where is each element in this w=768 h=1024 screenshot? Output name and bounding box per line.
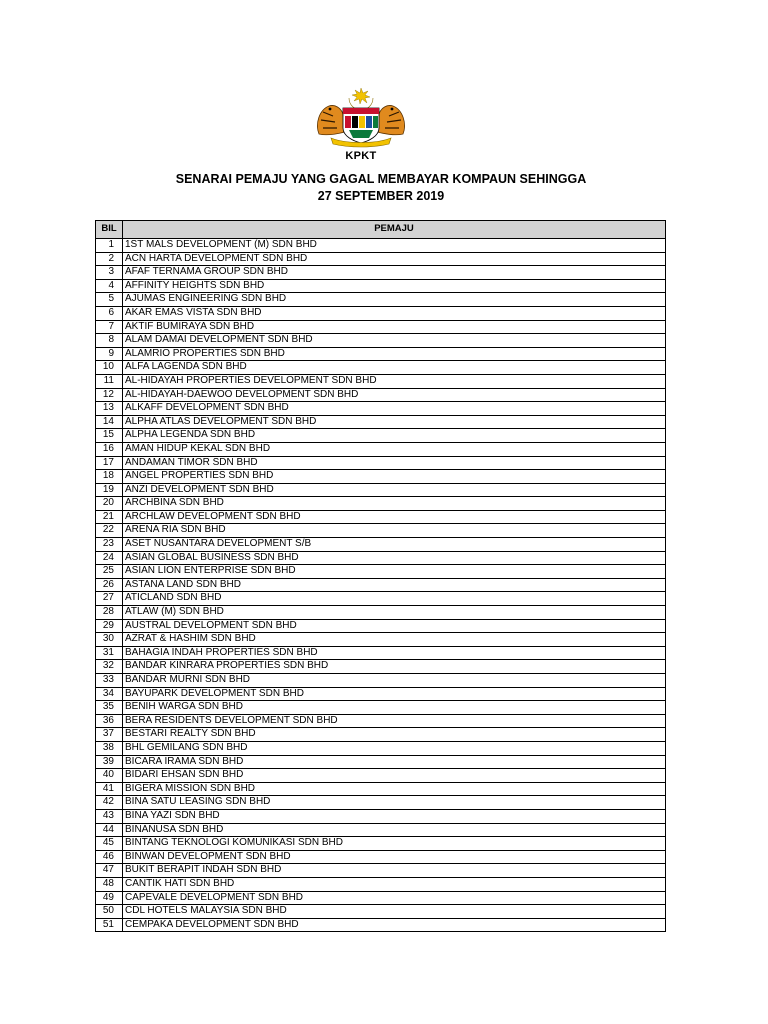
table-row [96,809,666,823]
row-number: 50 [96,905,123,919]
developer-table-container [95,220,666,932]
table-row [96,252,666,266]
row-number: 7 [96,320,123,334]
table-row [96,769,666,783]
row-number: 18 [96,470,123,484]
table-row [96,918,666,932]
table-row [96,864,666,878]
table-row [96,660,666,674]
row-number: 1 [96,239,123,253]
row-number: 4 [96,279,123,293]
table-row [96,877,666,891]
malaysia-coat-of-arms-icon [311,86,411,148]
table-row [96,524,666,538]
developer-name: ATLAW (M) SDN BHD [123,606,666,620]
table-row [96,674,666,688]
table-row [96,402,666,416]
developer-name: BIDARI EHSAN SDN BHD [123,769,666,783]
row-number: 5 [96,293,123,307]
row-number: 9 [96,347,123,361]
row-number: 27 [96,592,123,606]
developer-name: BANDAR MURNI SDN BHD [123,674,666,688]
table-row [96,782,666,796]
table-row [96,606,666,620]
developer-name: AUSTRAL DEVELOPMENT SDN BHD [123,619,666,633]
row-number: 23 [96,538,123,552]
table-row [96,796,666,810]
row-number: 6 [96,306,123,320]
developer-name: ASTANA LAND SDN BHD [123,578,666,592]
row-number: 14 [96,415,123,429]
developer-name: BERA RESIDENTS DEVELOPMENT SDN BHD [123,714,666,728]
developer-name: ALPHA LEGENDA SDN BHD [123,429,666,443]
row-number: 51 [96,918,123,932]
developer-name: AZRAT & HASHIM SDN BHD [123,633,666,647]
table-row [96,442,666,456]
table-row [96,619,666,633]
table-row [96,415,666,429]
developer-name: ACN HARTA DEVELOPMENT SDN BHD [123,252,666,266]
row-number: 13 [96,402,123,416]
developer-name: AL-HIDAYAH-DAEWOO DEVELOPMENT SDN BHD [123,388,666,402]
developer-name: ASET NUSANTARA DEVELOPMENT S/B [123,538,666,552]
table-row [96,374,666,388]
developer-name: 1ST MALS DEVELOPMENT (M) SDN BHD [123,239,666,253]
table-row [96,891,666,905]
developer-name: ALPHA ATLAS DEVELOPMENT SDN BHD [123,415,666,429]
column-header-bil: BIL [96,221,123,239]
developer-name: ALKAFF DEVELOPMENT SDN BHD [123,402,666,416]
row-number: 49 [96,891,123,905]
table-header-row [96,221,666,239]
row-number: 48 [96,877,123,891]
developer-name: AMAN HIDUP KEKAL SDN BHD [123,442,666,456]
developer-name: BUKIT BERAPIT INDAH SDN BHD [123,864,666,878]
table-row [96,470,666,484]
developer-name: BINTANG TEKNOLOGI KOMUNIKASI SDN BHD [123,837,666,851]
row-number: 28 [96,606,123,620]
row-number: 29 [96,619,123,633]
developer-name: AFAF TERNAMA GROUP SDN BHD [123,266,666,280]
developer-name: BINWAN DEVELOPMENT SDN BHD [123,850,666,864]
row-number: 26 [96,578,123,592]
developer-name: ARCHLAW DEVELOPMENT SDN BHD [123,510,666,524]
developer-name: ALFA LAGENDA SDN BHD [123,361,666,375]
developer-name: ARCHBINA SDN BHD [123,497,666,511]
row-number: 15 [96,429,123,443]
row-number: 36 [96,714,123,728]
table-row [96,565,666,579]
table-row [96,497,666,511]
row-number: 41 [96,782,123,796]
table-row [96,456,666,470]
title-line-2: 27 SEPTEMBER 2019 [317,189,445,203]
developer-name: AKTIF BUMIRAYA SDN BHD [123,320,666,334]
table-row [96,714,666,728]
table-row [96,483,666,497]
agency-label: KPKT [345,150,377,162]
row-number: 30 [96,633,123,647]
table-row [96,306,666,320]
row-number: 43 [96,809,123,823]
table-row [96,429,666,443]
column-header-pemaju: PEMAJU [123,221,666,239]
row-number: 17 [96,456,123,470]
developer-name: AFFINITY HEIGHTS SDN BHD [123,279,666,293]
row-number: 37 [96,728,123,742]
developer-name: BINA SATU LEASING SDN BHD [123,796,666,810]
document-title [0,171,762,205]
developer-name: ATICLAND SDN BHD [123,592,666,606]
row-number: 32 [96,660,123,674]
row-number: 21 [96,510,123,524]
developer-name: ANGEL PROPERTIES SDN BHD [123,470,666,484]
table-row [96,701,666,715]
table-row [96,320,666,334]
developer-name: ARENA RIA SDN BHD [123,524,666,538]
developer-name: BINANUSA SDN BHD [123,823,666,837]
row-number: 42 [96,796,123,810]
table-row [96,293,666,307]
developer-name: BIGERA MISSION SDN BHD [123,782,666,796]
developer-name: CAPEVALE DEVELOPMENT SDN BHD [123,891,666,905]
row-number: 25 [96,565,123,579]
developer-name: ANZI DEVELOPMENT SDN BHD [123,483,666,497]
developer-name: AJUMAS ENGINEERING SDN BHD [123,293,666,307]
table-row [96,741,666,755]
table-row [96,823,666,837]
table-row [96,850,666,864]
developer-name: CDL HOTELS MALAYSIA SDN BHD [123,905,666,919]
row-number: 12 [96,388,123,402]
table-row [96,266,666,280]
developer-name: ALAMRIO PROPERTIES SDN BHD [123,347,666,361]
table-row [96,334,666,348]
developer-name: ANDAMAN TIMOR SDN BHD [123,456,666,470]
developer-name: CEMPAKA DEVELOPMENT SDN BHD [123,918,666,932]
row-number: 24 [96,551,123,565]
row-number: 22 [96,524,123,538]
row-number: 34 [96,687,123,701]
table-row [96,728,666,742]
table-row [96,347,666,361]
table-row [96,388,666,402]
developer-name: BESTARI REALTY SDN BHD [123,728,666,742]
developer-name: AL-HIDAYAH PROPERTIES DEVELOPMENT SDN BHD [123,374,666,388]
developer-name: BICARA IRAMA SDN BHD [123,755,666,769]
table-row [96,592,666,606]
row-number: 38 [96,741,123,755]
row-number: 46 [96,850,123,864]
row-number: 16 [96,442,123,456]
table-row [96,837,666,851]
table-row [96,755,666,769]
table-row [96,578,666,592]
row-number: 44 [96,823,123,837]
developer-table [95,220,666,932]
developer-name: ALAM DAMAI DEVELOPMENT SDN BHD [123,334,666,348]
row-number: 19 [96,483,123,497]
row-number: 2 [96,252,123,266]
table-row [96,646,666,660]
table-row [96,510,666,524]
developer-name: BAYUPARK DEVELOPMENT SDN BHD [123,687,666,701]
row-number: 3 [96,266,123,280]
table-row [96,538,666,552]
table-row [96,239,666,253]
row-number: 11 [96,374,123,388]
table-row [96,551,666,565]
row-number: 20 [96,497,123,511]
developer-name: ASIAN GLOBAL BUSINESS SDN BHD [123,551,666,565]
developer-name: BINA YAZI SDN BHD [123,809,666,823]
row-number: 33 [96,674,123,688]
row-number: 10 [96,361,123,375]
developer-name: BHL GEMILANG SDN BHD [123,741,666,755]
developer-name: BAHAGIA INDAH PROPERTIES SDN BHD [123,646,666,660]
row-number: 47 [96,864,123,878]
developer-name: AKAR EMAS VISTA SDN BHD [123,306,666,320]
developer-name: BENIH WARGA SDN BHD [123,701,666,715]
row-number: 35 [96,701,123,715]
table-row [96,361,666,375]
row-number: 8 [96,334,123,348]
table-row [96,687,666,701]
row-number: 40 [96,769,123,783]
developer-name: CANTIK HATI SDN BHD [123,877,666,891]
developer-name: ASIAN LION ENTERPRISE SDN BHD [123,565,666,579]
row-number: 31 [96,646,123,660]
title-line-1: SENARAI PEMAJU YANG GAGAL MEMBAYAR KOMPAUN SEHINGGA [175,172,587,186]
developer-name: BANDAR KINRARA PROPERTIES SDN BHD [123,660,666,674]
table-row [96,279,666,293]
table-row [96,633,666,647]
table-row [96,905,666,919]
row-number: 39 [96,755,123,769]
row-number: 45 [96,837,123,851]
